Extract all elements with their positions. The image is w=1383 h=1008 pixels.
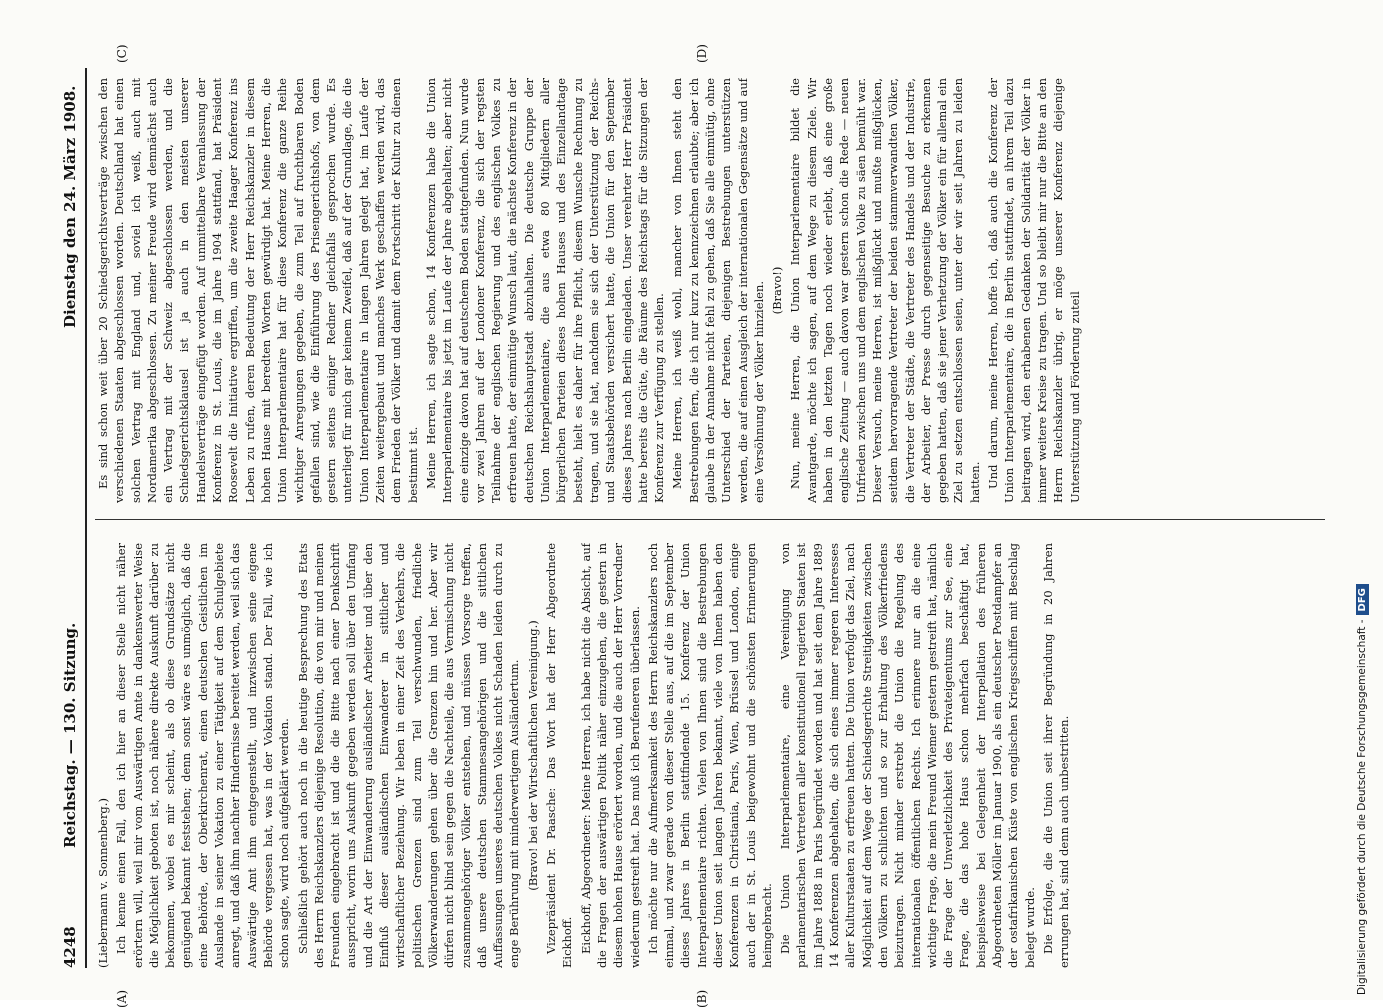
right-column xyxy=(95,78,1325,503)
digitization-credit xyxy=(1356,5,1376,995)
margin-marker-c: (C) xyxy=(115,44,129,63)
page-number: 4248 xyxy=(61,926,79,968)
margin-marker-a: (A) xyxy=(115,989,129,1008)
paragraph: Vizepräsident Dr. Paasche: Das Wort hat der Herr Abgeordnete Eickhoff. xyxy=(544,543,575,968)
paragraph: Schließlich gehört auch noch in die heutige Besprechung des Etats des Herrn Reichskanzlers diejenige Resolution, die von mir und meinen Freunden eingebracht ist und die die Bitte nach einer Denkschrift ausspricht, worin uns Auskunft gegeben werden soll über den Umfang und die Art der Einwanderung ausländischer Arbeiter und über den Einfluß dieser ausländischen Einwanderer in sittlicher und wirtschaftlicher Beziehung. Wir leben in einer Zeit des Verkehrs, die politischen Grenzen sind zum Teil verschwunden, friedliche Völkerwanderungen gehen über die Grenzen hin und her. Aber wir dürfen nicht blind sein gegen die Nachteile, die aus Vermischung nicht zusammengehöriger Völker entstehen, und müssen Vorsorge treffen, daß unsere deutschen Stammesangehörigen und die sittlichen Auffassungen unseres deutschen Volkes nicht Schaden leiden durch zu enge Berührung mit minderwertigem Ausländertum. xyxy=(295,543,522,968)
margin-marker-d: (D) xyxy=(695,44,709,63)
paragraph: Nun, meine Herren, die Union Interparlementaire bildet die Avantgarde, möchte ich sagen, auf dem Wege zu diesem Ziele. Wir haben in den letzten Tagen noch wieder erlebt, daß eine große englische Zeitung — auch davon war gestern schon die Rede — neuen Unfrieden zwischen uns und dem englischen Volke zu säen bemüht war. Dieser Versuch, meine Herren, ist mißglückt und mußte mißglücken, seitdem hervorragende Vertreter der beiden stammverwandten Völker, die Vertreter der Städte, die Vertreter des Handels und der Industrie, der Arbeiter, der Presse durch gegenseitige Besuche zu erkennen gegeben hatten, daß sie jener Verhetzung der Völker ein für allemal ein Ziel zu setzen entschlossen seien, unter der wir seit Jahren zu leiden hatten. xyxy=(788,78,982,503)
header-session: Reichstag. — 130. Sitzung. xyxy=(61,622,79,848)
header-date: Dienstag den 24. März 1908. xyxy=(61,85,79,328)
paragraph: Meine Herren, ich sagte schon, 14 Konferenzen habe die Union Interparlementaire bis jetzt im Laufe der Jahre abgehalten; aber nicht eine einzige davon hat auf deutschem Boden stattgefunden. Nun wurde vor zwei Jahren auf der Londoner Konferenz, die sich der regsten Teilnahme der englischen Regierung und des englischen Volkes zu erfreuen hatte, der einmütige Wunsch laut, die nächste Konferenz in der deutschen Reichshauptstadt abzuhalten. Die deutsche Gruppe der Union Interparlementaire, die aus etwa 80 Mitgliedern aller bürgerlichen Parteien dieses hohen Hauses und des Einzellandtage besteht, hielt es daher für ihre Pflicht, diesem Wunsche Rechnung zu tragen, und sie hat, nachdem sie sich der Unterstützung der Reichs- und Staatsbehörden versichert hatte, die Union für den September dieses Jahres nach Berlin eingeladen. Unser verehrter Herr Präsident hatte bereits die Güte, die Räume des Reichstags für die Sitzungen der Konferenz zur Verfügung zu stellen. xyxy=(423,78,667,503)
applause-note: (Bravo! bei der Wirtschaftlichen Vereinigung.) xyxy=(525,620,540,891)
margin-marker-b: (B) xyxy=(695,989,709,1008)
rotated-text-block xyxy=(55,44,1335,1008)
paragraph: Meine Herren, ich weiß wohl, mancher von Ihnen steht den Bestrebungen fern, die ich nur kurz zu kennzeichnen erlaubte; aber ich glaube in der Annahme nicht fehl zu gehen, daß Sie alle einmütig, ohne Unterschied der Parteien, diejenigen Bestrebungen unterstützen werden, die auf einen Ausgleich der internationalen Gegensätze und auf eine Versöhnung der Völker hinzielen. xyxy=(670,78,766,503)
paragraph: Es sind schon weit über 20 Schiedsgerichtsverträge zwischen den verschiedenen Staaten abgeschlossen worden. Deutschland hat einen solchen Vertrag mit England und, soviel ich weiß, auch mit Nordamerika abgeschlossen. Zu meiner Freude wird demnächst auch ein Vertrag mit der Schweiz abgeschlossen werden, und die Schiedsgerichtsklausel ist ja auch in den meisten unserer Handelsverträge eingefügt worden. Auf unmittelbare Veranlassung der Konferenz in St. Louis, die im Jahre 1904 stattfand, hat Präsident Roosevelt die Initiative ergriffen, um die zweite Haager Konferenz ins Leben zu rufen, deren Bedeutung der Herr Reichskanzler in diesem hohen Hause mit beredten Worten gewürdigt hat. Meine Herren, die Union Interparlementaire hat für diese Konferenz die ganze Reihe wichtiger Anregungen gegeben, die zum Teil auf fruchtbaren Boden gefallen sind, wie die Einführung des Prisengerichtshofs, von dem gestern seitens einiger Redner gleichfalls gesprochen wurde. Es unterliegt für mich gar keinem Zweifel, daß auf der Grundlage, die die Union Interparlementaire in langen Jahren gelegt hat, im Laufe der Zeiten weitergebaut und manches Werk geschaffen werden wird, das dem Frieden der Völker und damit dem Fortschritt der Kultur zu dienen bestimmt ist. xyxy=(96,78,420,503)
dfg-logo: DFG xyxy=(1356,584,1369,615)
running-header xyxy=(55,68,87,968)
left-column xyxy=(95,543,1325,968)
paragraph: Eickhoff, Abgeordneter: Meine Herren, ich habe nicht die Absicht, auf die Fragen der auswärtigen Politik näher einzugehen, die gestern in diesem hohen Hause erörtert worden, und die auch der Herr Vorredner wiederum gestreift hat. Das muß ich Berufeneren überlassen. xyxy=(578,543,642,968)
paragraph: Die Erfolge, die die Union seit ihrer Begründung in 20 Jahren errungen hat, sind denn auch unbestritten. xyxy=(1040,543,1072,968)
paragraph: Und darum, meine Herren, hoffe ich, daß auch die Konferenz der Union Interparlementaire, die in Berlin stattfindet, an ihrem Teil dazu beitragen wird, den erhabenen Gedanken der Solidarität der Völker in immer weitere Kreise zu tragen. Und so bleibt mir nur die Bitte an den Herrn Reichskanzler übrig, er möge unserer Konferenz diejenige Unterstützung und Förderung zuteil xyxy=(986,78,1082,503)
paragraph: Die Union Interparlementaire, eine Vereinigung von parlamentarischen Vertretern aller konstitutionell regierten Staaten ist im Jahre 1888 in Paris begründet worden und hat seit dem Jahre 1889 14 Konferenzen abgehalten, die sich eines immer regeren Interesses aller Kulturstaaten zu erfreuen hatten. Die Union verfolgt das Ziel, nach Möglichkeit auf dem Wege der Schiedsgerichte Streitigkeiten zwischen den Völkern zu schlichten und so zur Erhaltung des Völkerfriedens beizutragen. Nicht minder erstrebt die Union die Regelung des internationalen öffentlichen Rechts. Ich erinnere nur an die eine wichtige Frage, die mein Freund Wiemer gestern gestreift hat, nämlich die Frage der Unverletzlichkeit des Privateigentums zur See, eine Frage, die das hohe Haus schon mehrfach beschäftigt hat, beispielsweise bei Gelegenheit der Interpellation des früheren Abgeordneten Möller im Januar 1900, als ein deutscher Postdampfer an der ostafrikanischen Küste von englischen Kriegsschiffen mit Beschlag belegt wurde. xyxy=(778,543,1037,968)
paragraph: Ich möchte nur die Aufmerksamkeit des Herrn Reichskanzlers noch einmal, und zwar gerade von dieser Stelle aus, auf die im September dieses Jahres in Berlin stattfindende 15. Konferenz der Union Interparlementaire richten. Vielen von Ihnen sind die Bestrebungen dieser Union seit langen Jahren bekannt, viele von Ihnen haben den Konferenzen in Christiania, Paris, Wien, Brüssel und London, einige auch der in St. Louis beigewohnt und die schönsten Erinnerungen heimgebracht. xyxy=(645,543,774,968)
speaker-tag: (Liebermann v. Sonnenberg.) xyxy=(96,798,110,968)
paragraph: Ich kenne einen Fall, den ich hier an dieser Stelle nicht näher erörtern will, weil mir vom Auswärtigen Amte in dankenswerter Weise die Möglichkeit geboten ist, noch nähere direkte Auskunft darüber zu bekommen, wobei es mir scheint, als ob diese Grundsätze nicht genügend bekannt feststehen; denn sonst wäre es unmöglich, daß die eine Behörde, der Oberkirchenrat, einen deutschen Geistlichen im Auslande in seiner Vokation zu einer Tätigkeit auf dem Schulgebiete anregt, und daß ihm nachher Hindernisse bereitet werden, weil sich das Auswärtige Amt ihm entgegenstellt, und inzwischen seine eigene Behörde vergessen hat, was in der Vokation stand. Der Fall, wie ich schon sagte, wird noch aufgeklärt werden. xyxy=(114,543,292,968)
credit-text: Digitalisierung gefördert durch die Deutsche Forschungsgemeinschaft - xyxy=(1356,619,1368,995)
applause-note: (Bravo!) xyxy=(770,266,785,315)
column-divider xyxy=(95,519,1325,520)
